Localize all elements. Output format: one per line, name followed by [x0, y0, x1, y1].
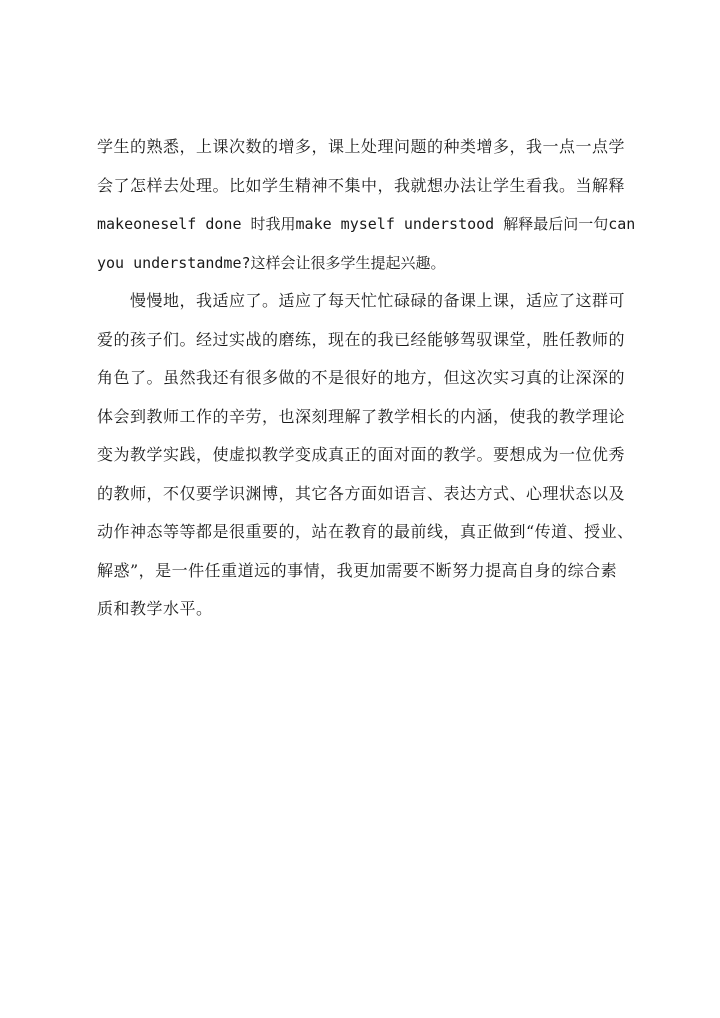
text-line: 角色了。虽然我还有很多做的不是很好的地方，但这次实习真的让深深的: [97, 368, 626, 387]
text-line: 学生的熟悉，上课次数的增多，课上处理问题的种类增多，我一点一点学: [97, 137, 626, 156]
text-line: 的教师，不仅要学识渊博，其它各方面如语言、表达方式、心理状态以及: [97, 483, 626, 503]
text-line: you understandme?这样会让很多学生提起兴趣。: [97, 253, 446, 272]
text-line: 慢慢地，我适应了。适应了每天忙忙碌碌的备课上课，适应了这群可: [97, 291, 626, 310]
text-line: 体会到教师工作的辛劳，也深刻理解了教学相长的内涵，使我的教学理论: [97, 406, 626, 426]
text-line: makeoneself done 时我用make myself understood 解释最后问一句can: [97, 215, 636, 233]
text-line: 质和教学水平。: [97, 599, 213, 618]
text-line: 变为教学实践，使虚拟教学变成真正的面对面的教学。要想成为一位优秀: [97, 445, 626, 464]
paragraph-1: [97, 128, 637, 282]
text-line: 爱的孩子们。经过实战的磨练，现在的我已经能够驾驭课堂，胜任教师的: [97, 329, 626, 349]
text-line: 解惑”，是一件任重道远的事情，我更加需要不断努力提高自身的综合素: [97, 560, 618, 580]
text-line: 会了怎样去处理。比如学生精神不集中，我就想办法让学生看我。当解释: [97, 175, 626, 195]
body-text: [97, 128, 637, 629]
text-line: 动作神态等等都是很重要的，站在教育的最前线，真正做到“传道、授业、: [97, 522, 634, 541]
paragraph-2: [97, 282, 637, 629]
